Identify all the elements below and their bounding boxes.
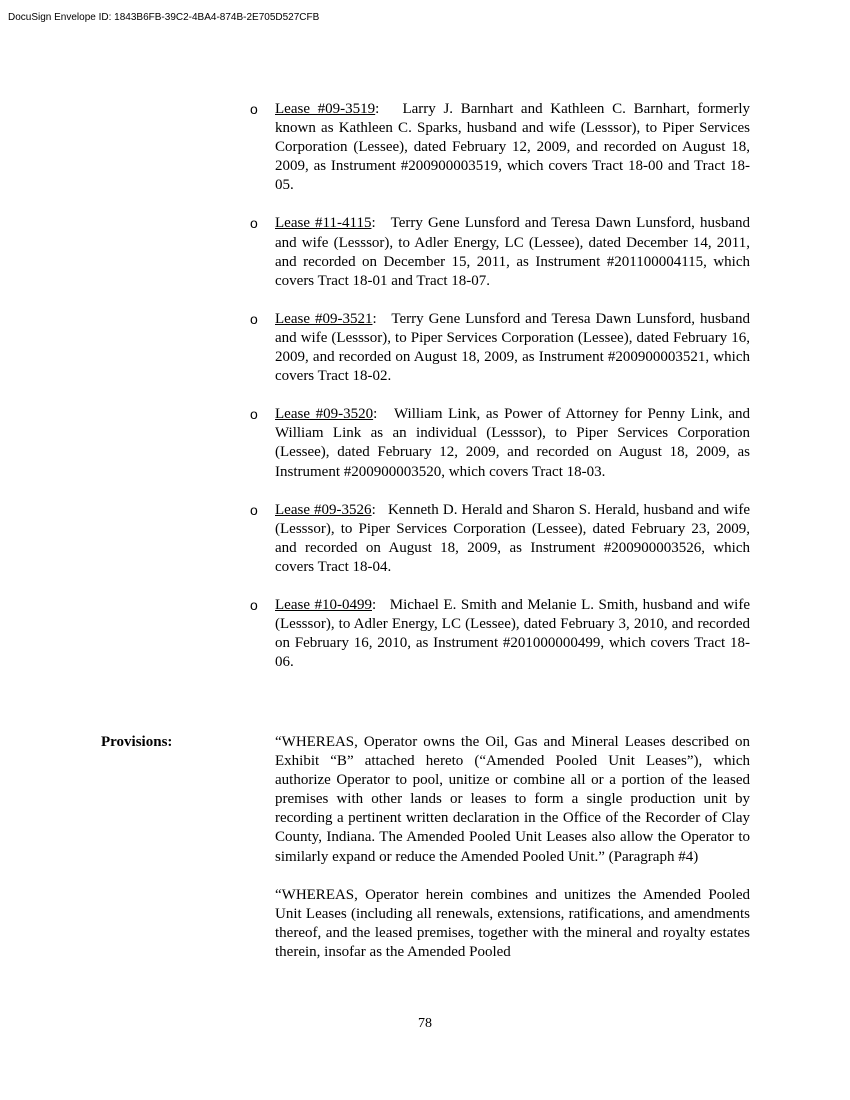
lease-number: Lease #11-4115 bbox=[275, 215, 372, 232]
provisions-paragraph: “WHEREAS, Operator owns the Oil, Gas and Mineral Leases described on Exhibit “B” attached hereto (“Amended Pooled Unit Leases”), which authorize Operator to pool, unitize or combine all or a portion of the leased premises with other lands or leases to form a single production unit by recording a pertinent written declaration in the Office of the Recorder of Clay County, Indiana. The Amended Pooled Unit Leases also allow the Operator to similarly expand or reduce the Amended Pooled Unit.” (Paragraph #4) bbox=[275, 734, 750, 865]
bullet-icon: o bbox=[250, 215, 258, 232]
lease-item: o Lease #10-0499: Michael E. Smith and Melanie L. Smith, husband and wife (Lesssor), to Adler Energy, LC (Lessee), dated February 3, 2010, and recorded on February 16, 2010, as Instrument #201000000499, which covers Tract 18-06. bbox=[250, 596, 750, 671]
bullet-icon: o bbox=[250, 310, 258, 327]
bullet-icon: o bbox=[250, 596, 258, 613]
lease-item: o Lease #09-3526: Kenneth D. Herald and Sharon S. Herald, husband and wife (Lesssor), to Piper Services Corporation (Lessee), dated February 23, 2009, and recorded on August 18, 2009, as Instrument #200900003526, which covers Tract 18-04. bbox=[250, 501, 751, 575]
provisions-body bbox=[275, 733, 750, 981]
lease-description: Larry J. Barnhart and Kathleen C. Barnhart, formerly known as Kathleen C. Sparks, husband and wife (Lesssor), to Piper Services Corporation (Lessee), dated February 12, 2009, and recorded on August 18, 2009, as Instrument #200900003519, which covers Tract 18-00 and Tract 18-05. bbox=[275, 101, 751, 194]
lease-description: Michael E. Smith and Melanie L. Smith, husband and wife (Lesssor), to Adler Energy, LC (Lessee), dated February 3, 2010, and recorded on February 16, 2010, as Instrument #201000000499, which covers Tract 18-06. bbox=[275, 596, 750, 671]
lease-number: Lease #09-3526 bbox=[275, 501, 372, 518]
lease-list bbox=[250, 100, 750, 691]
bullet-icon: o bbox=[250, 406, 258, 423]
lease-item: o Lease #11-4115: Terry Gene Lunsford and Teresa Dawn Lunsford, husband and wife (Lesssor), to Adler Energy, LC (Lessee), dated December 14, 2011, and recorded on December 15, 2011, as Instrument #201100004115, which covers Tract 18-01 and Tract 18-07. bbox=[250, 215, 750, 289]
lease-number: Lease #10-0499 bbox=[275, 596, 372, 613]
lease-number: Lease #09-3520 bbox=[275, 406, 374, 423]
lease-item: o Lease #09-3519: Larry J. Barnhart and Kathleen C. Barnhart, formerly known as Kathleen C. Sparks, husband and wife (Lesssor), to Piper Services Corporation (Lessee), dated February 12, 2009, and recorded on August 18, 2009, as Instrument #200900003519, which covers Tract 18-00 and Tract 18-05. bbox=[250, 101, 751, 194]
lease-number: Lease #09-3521 bbox=[275, 310, 373, 327]
lease-item: o Lease #09-3520: William Link, as Power of Attorney for Penny Link, and William Link as an individual (Lesssor), to Piper Services Corporation (Lessee), dated February 12, 2009, and recorded on August 18, 2009, as Instrument #200900003520, which covers Tract 18-03. bbox=[250, 406, 751, 480]
provisions-paragraph: “WHEREAS, Operator herein combines and unitizes the Amended Pooled Unit Leases (including all renewals, extensions, ratifications, and amendments thereof, and the leased premises, together with the mineral and royalty estates therein, insofar as the Amended Pooled bbox=[275, 886, 750, 960]
lease-description: Terry Gene Lunsford and Teresa Dawn Lunsford, husband and wife (Lesssor), to Adler Energy, LC (Lessee), dated December 14, 2011, and recorded on December 15, 2011, as Instrument #201100004115, which covers Tract 18-01 and Tract 18-07. bbox=[275, 215, 750, 289]
lease-description: William Link, as Power of Attorney for Penny Link, and William Link as an individual (Lesssor), to Piper Services Corporation (Lessee), dated February 12, 2009, and recorded on August 18, 2009, as Instrument #200900003520, which covers Tract 18-03. bbox=[275, 406, 751, 480]
bullet-icon: o bbox=[250, 501, 258, 518]
provisions-heading: Provisions: bbox=[101, 734, 173, 750]
page-number: 78 bbox=[418, 1016, 432, 1031]
lease-description: Terry Gene Lunsford and Teresa Dawn Lunsford, husband and wife (Lesssor), to Piper Services Corporation (Lessee), dated February 16, 2009, and recorded on August 18, 2009, as Instrument #200900003521, which covers Tract 18-02. bbox=[275, 310, 750, 385]
lease-description: Kenneth D. Herald and Sharon S. Herald, husband and wife (Lesssor), to Piper Services Corporation (Lessee), dated February 23, 2009, and recorded on August 18, 2009, as Instrument #200900003526, which covers Tract 18-04. bbox=[275, 501, 751, 575]
lease-item: o Lease #09-3521: Terry Gene Lunsford and Teresa Dawn Lunsford, husband and wife (Lesssor), to Piper Services Corporation (Lessee), dated February 16, 2009, and recorded on August 18, 2009, as Instrument #200900003521, which covers Tract 18-02. bbox=[250, 310, 750, 385]
lease-number: Lease #09-3519 bbox=[275, 101, 376, 117]
bullet-icon: o bbox=[250, 101, 258, 117]
docusign-envelope-id: DocuSign Envelope ID: 1843B6FB-39C2-4BA4-874B-2E705D527CFB bbox=[8, 12, 320, 23]
